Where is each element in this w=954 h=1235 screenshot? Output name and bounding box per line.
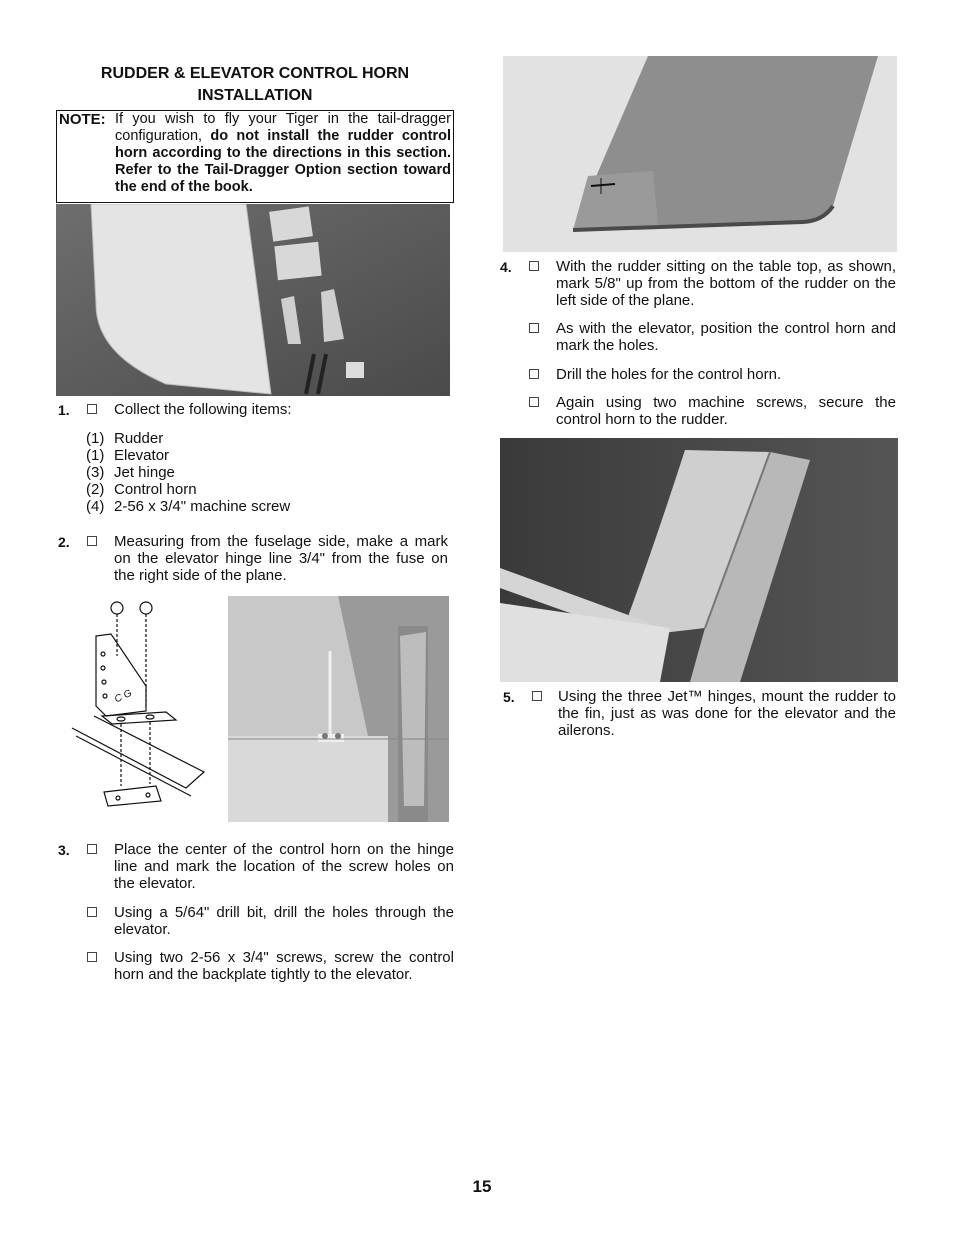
item-qty: (3) (86, 464, 105, 481)
item-name: Jet hinge (114, 464, 175, 481)
step-4-sub1-checkbox[interactable] (529, 323, 539, 333)
step-4-number: 4. (500, 259, 512, 275)
control-horn-diagram (66, 596, 210, 808)
step-2-checkbox[interactable] (87, 536, 97, 546)
step-3-sub2-text: Using two 2-56 x 3/4" screws, screw the control horn and the backplate tightly to the elevator. (114, 949, 454, 983)
step-3-sub1-text: Using a 5/64" drill bit, drill the holes through the elevator. (114, 904, 454, 938)
step-3-checkbox[interactable] (87, 844, 97, 854)
tail-fin-photo (500, 438, 898, 682)
step-5-text: Using the three Jet™ hinges, mount the rudder to the fin, just as was done for the elevator and the ailerons. (558, 688, 896, 739)
list-item (86, 430, 290, 447)
list-item (86, 481, 290, 498)
step-4-sub2-checkbox[interactable] (529, 369, 539, 379)
step-2-number: 2. (58, 534, 70, 550)
step-4-checkbox[interactable] (529, 261, 539, 271)
parts-photo (56, 204, 450, 396)
item-name: Rudder (114, 430, 164, 447)
step-4-sub2-text: Drill the holes for the control horn. (556, 366, 782, 383)
page-number: 15 (472, 1177, 492, 1196)
item-qty: (2) (86, 481, 105, 498)
step-3-number: 3. (58, 842, 70, 858)
step-1-parts-list (86, 430, 290, 515)
step-3-text: Place the center of the control horn on the hinge line and mark the location of the screw holes on the elevator. (114, 841, 454, 892)
step-2-text: Measuring from the fuselage side, make a mark on the elevator hinge line 3/4" from the fuse on the right side of the plane. (114, 533, 448, 584)
note-text (115, 111, 451, 196)
list-item (86, 464, 290, 481)
note-box (56, 110, 454, 203)
item-qty: (1) (86, 447, 105, 464)
step-1-checkbox[interactable] (87, 404, 97, 414)
list-item (86, 498, 290, 515)
section-title (56, 63, 454, 107)
step-4-text: With the rudder sitting on the table top, as shown, mark 5/8" up from the bottom of the rudder on the left side of the plane. (556, 258, 896, 309)
step-3-sub2-checkbox[interactable] (87, 952, 97, 962)
note-text-plain: If you wish to fly your Tiger in the tail-dragger configuration, (115, 111, 451, 144)
item-qty: (4) (86, 498, 105, 515)
note-text-bold: do not install the rudder control horn according to the directions in this section. Refer to the Tail-Dragger Option section toward the end of the book. (115, 128, 451, 195)
step-4-sub3-text: Again using two machine screws, secure the control horn to the rudder. (556, 394, 896, 428)
section-title-line2: INSTALLATION (197, 87, 313, 104)
step-5-number: 5. (503, 689, 515, 705)
section-title-line1: RUDDER & ELEVATOR CONTROL HORN (100, 65, 410, 82)
step-5-checkbox[interactable] (532, 691, 542, 701)
step-4-sub3-checkbox[interactable] (529, 397, 539, 407)
step-3-sub1-checkbox[interactable] (87, 907, 97, 917)
step-1-number: 1. (58, 402, 70, 418)
item-name: 2-56 x 3/4" machine screw (114, 498, 291, 515)
diagram-cg-label: C G (112, 687, 134, 706)
item-qty: (1) (86, 430, 105, 447)
note-label: NOTE: (59, 111, 106, 128)
rudder-photo (503, 56, 897, 252)
item-name: Elevator (114, 447, 170, 464)
list-item (86, 447, 290, 464)
item-name: Control horn (114, 481, 197, 498)
step-1-text: Collect the following items: (114, 401, 292, 418)
elevator-horn-photo (228, 596, 449, 822)
step-4-sub1-text: As with the elevator, position the control horn and mark the holes. (556, 320, 896, 354)
